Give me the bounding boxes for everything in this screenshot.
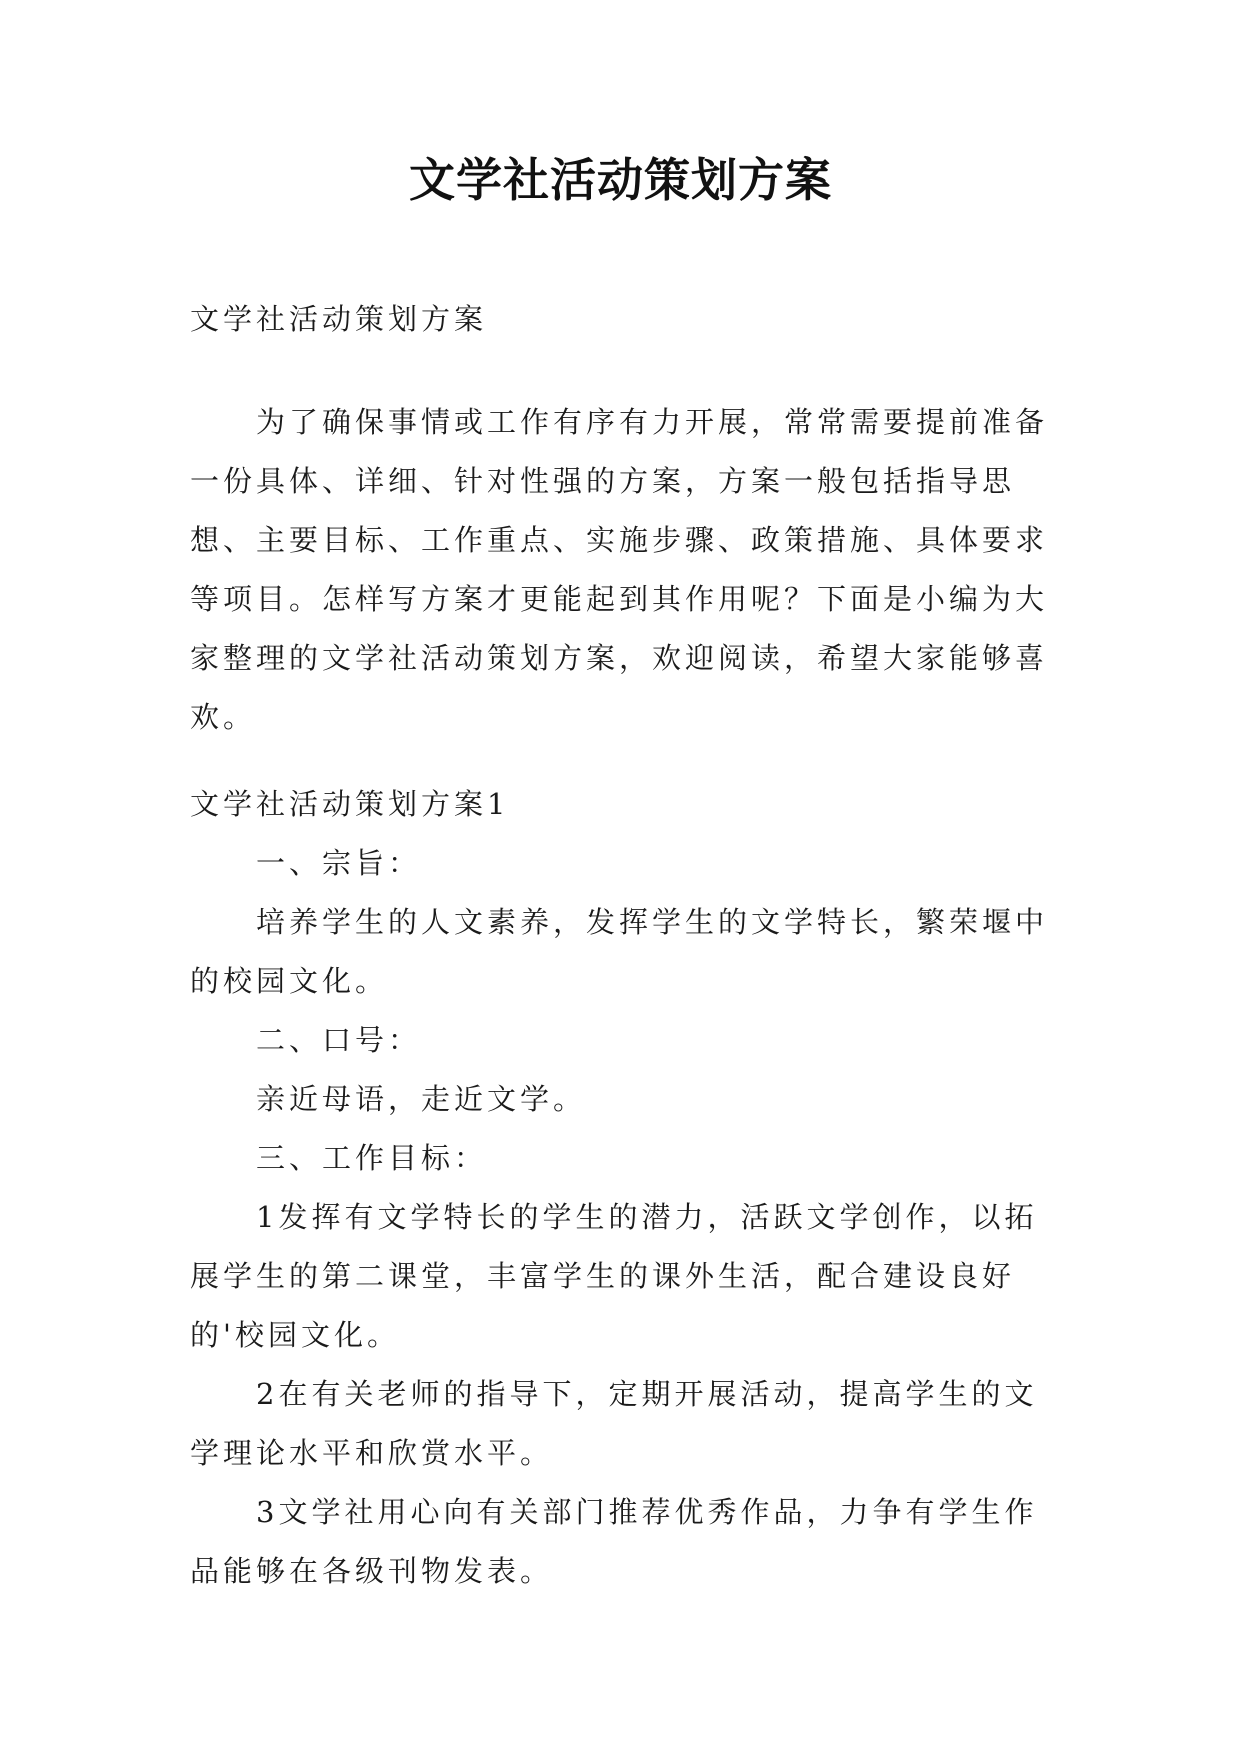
paragraph-goal-2: 2在有关老师的指导下，定期开展活动，提高学生的文学理论水平和欣赏水平。 bbox=[190, 1377, 1038, 1470]
paragraph-slogan: 亲近母语，走近文学。 bbox=[256, 1082, 587, 1116]
document-subtitle: 文学社活动策划方案 bbox=[190, 302, 488, 336]
paragraph-slogan-heading: 二、口号： bbox=[256, 1023, 422, 1057]
paragraph-purpose: 培养学生的人文素养，发挥学生的文学特长，繁荣堰中的校园文化。 bbox=[190, 905, 1049, 998]
paragraph-goal-1: 1发挥有文学特长的学生的潜力，活跃文学创作，以拓展学生的第二课堂，丰富学生的课外生活，配合建设良好的'校园文化。 bbox=[190, 1200, 1038, 1352]
intro-paragraph: 为了确保事情或工作有序有力开展，常常需要提前准备一份具体、详细、针对性强的方案，方案一般包括指导思想、主要目标、工作重点、实施步骤、政策措施、具体要求等项目。怎样写方案才更能起到其作用呢？下面是小编为大家整理的文学社活动策划方案，欢迎阅读，希望大家能够喜欢。 bbox=[190, 405, 1049, 734]
paragraph-goals-heading: 三、工作目标： bbox=[256, 1141, 488, 1175]
section-heading: 文学社活动策划方案1 bbox=[190, 787, 510, 821]
paragraph-goal-3: 3文学社用心向有关部门推荐优秀作品，力争有学生作品能够在各级刊物发表。 bbox=[190, 1495, 1038, 1588]
paragraph-purpose-heading: 一、宗旨： bbox=[256, 846, 422, 880]
document-body bbox=[190, 290, 1060, 1601]
document-title: 文学社活动策划方案 bbox=[409, 153, 832, 207]
